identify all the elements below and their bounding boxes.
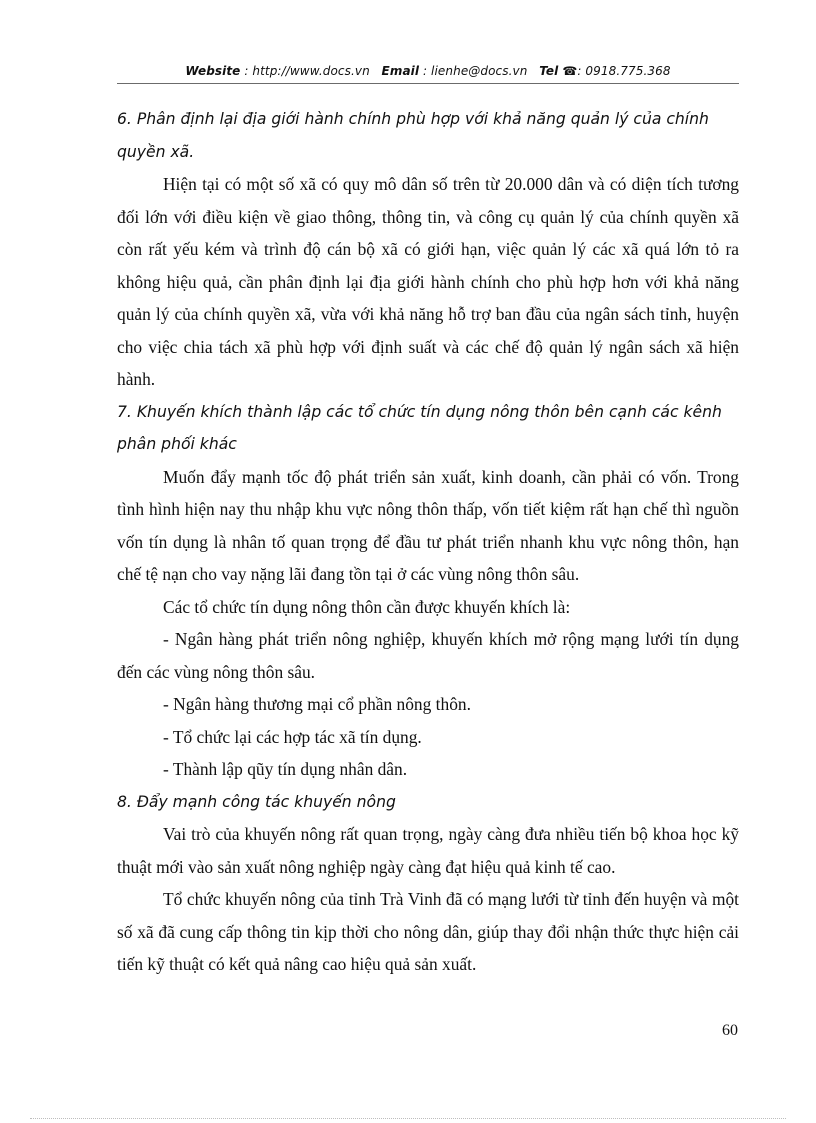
- footer-divider: [30, 1118, 786, 1119]
- email-value[interactable]: : lienhe@docs.vn: [423, 64, 528, 78]
- website-label: Website: [185, 64, 241, 78]
- website-url[interactable]: : http://www.docs.vn: [244, 64, 370, 78]
- page-header: [117, 64, 739, 78]
- phone-icon: ☎: [562, 64, 578, 78]
- list-item: - Tổ chức lại các hợp tác xã tín dụng.: [163, 726, 422, 747]
- paragraph: Vai trò của khuyến nông rất quan trọng, ngày càng đưa nhiều tiến bộ khoa học kỹ thuật mới vào sản xuất nông nghiệp ngày càng đạt hiệu quả kinh tế cao.: [117, 824, 739, 877]
- list-item: - Ngân hàng thương mại cổ phần nông thôn.: [163, 694, 471, 714]
- page-number: 60: [722, 1022, 738, 1039]
- paragraph: Hiện tại có một số xã có quy mô dân số trên từ 20.000 dân và có diện tích tương đối lớn với điều kiện về giao thông, thông tin, và công cụ quản lý của chính quyền xã còn rất yếu kém và trình độ cán bộ xã có giới hạn, việc quản lý các xã quá lớn tỏ ra không hiệu quả, cần phân định lại địa giới hành chính cho phù hợp hơn với khả năng quản lý của chính quyền xã, vừa với khả năng hỗ trợ ban đầu của ngân sách tỉnh, huyện cho việc chia tách xã phù hợp với định suất và các chế độ quản lý ngân sách xã hiện hành.: [117, 174, 739, 389]
- email-label: Email: [381, 64, 420, 78]
- document-body: [117, 103, 739, 981]
- section-heading-7: 7. Khuyến khích thành lập các tổ chức tín dụng nông thôn bên cạnh các kênh phân phối khác: [117, 402, 722, 453]
- list-item: - Ngân hàng phát triển nông nghiệp, khuyến khích mở rộng mạng lưới tín dụng đến các vùng nông thôn sâu.: [117, 629, 739, 682]
- paragraph: Muốn đẩy mạnh tốc độ phát triển sản xuất, kinh doanh, cần phải có vốn. Trong tình hình hiện nay thu nhập khu vực nông thôn thấp, vốn tiết kiệm rất hạn chế thì nguồn vốn tín dụng là nhân tố quan trọng để đầu tư phát triển nhanh khu vực nông thôn, hạn chế tệ nạn cho vay nặng lãi đang tồn tại ở các vùng nông thôn sâu.: [117, 466, 739, 584]
- paragraph: Các tổ chức tín dụng nông thôn cần được khuyến khích là:: [163, 596, 571, 617]
- tel-value: : 0918.775.368: [577, 64, 671, 78]
- header-divider: [117, 83, 739, 84]
- tel-label: Tel: [539, 64, 559, 78]
- section-heading-8: 8. Đẩy mạnh công tác khuyến nông: [117, 792, 396, 811]
- paragraph: Tổ chức khuyến nông của tỉnh Trà Vinh đã có mạng lưới từ tỉnh đến huyện và một số xã đã cung cấp thông tin kịp thời cho nông dân, giúp thay đổi nhận thức thực hiện cải tiến kỹ thuật có kết quả nâng cao hiệu quả sản xuất.: [117, 889, 739, 974]
- section-heading-6: 6. Phân định lại địa giới hành chính phù hợp với khả năng quản lý của chính quyền xã.: [117, 110, 709, 161]
- list-item: - Thành lập qũy tín dụng nhân dân.: [163, 759, 408, 779]
